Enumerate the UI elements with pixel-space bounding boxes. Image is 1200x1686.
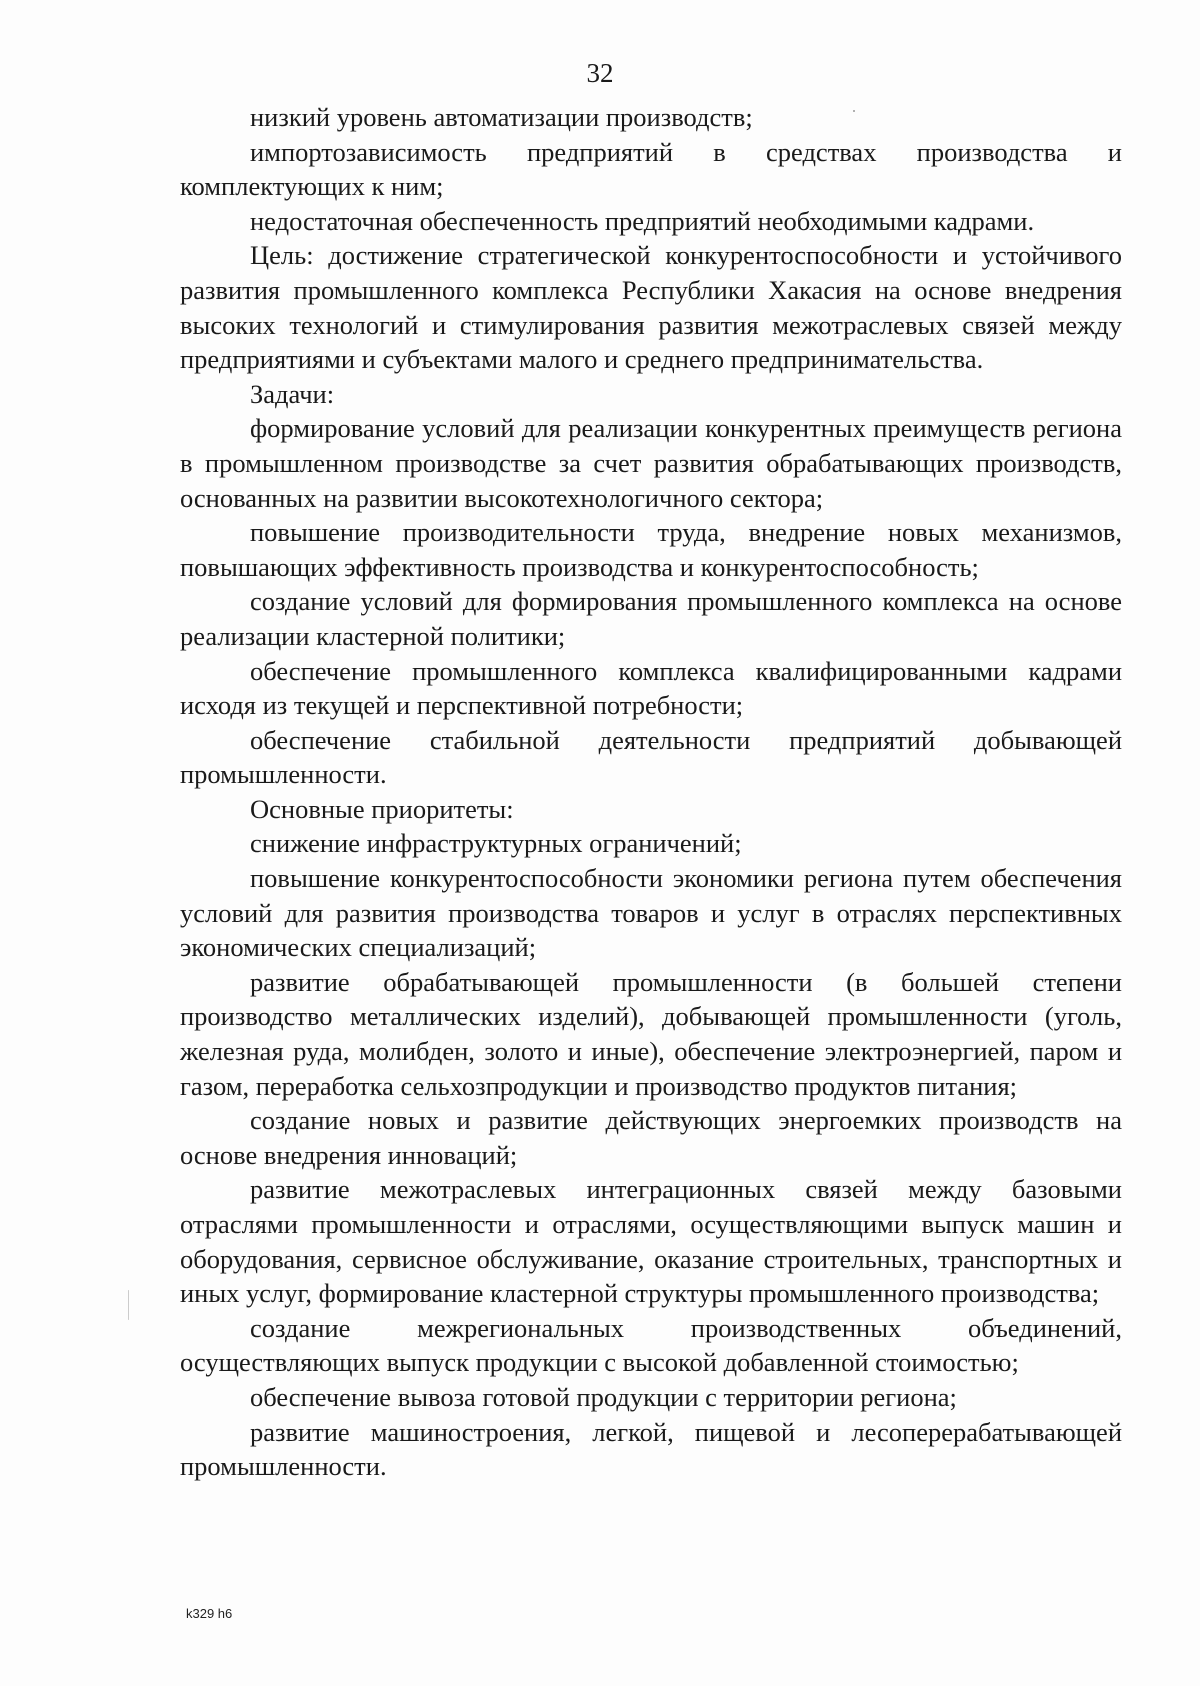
paragraph: создание условий для формирования промышленного комплекса на основе реализации кластерной политики; — [180, 586, 1122, 651]
footer-document-code: k329 h6 — [186, 1606, 233, 1621]
page-number: 32 — [586, 58, 614, 88]
paragraph: развитие обрабатывающей промышленности (в большей степени производство металлических изделий), добывающей промышленности (уголь, железная руда, молибден, золото и иные), обеспечение электроэнергией, паром и газом, переработка сельхозпродукции и производство продуктов питания; — [180, 966, 1122, 1101]
paragraph: обеспечение вывоза готовой продукции с территории региона; — [250, 1381, 957, 1412]
scan-speck — [128, 1290, 129, 1320]
paragraph: создание межрегиональных производственных объединений, осуществляющих выпуск продукции с высокой добавленной стоимостью; — [180, 1312, 1122, 1378]
paragraph: обеспечение стабильной деятельности предприятий добывающей промышленности. — [180, 724, 1122, 790]
paragraph: развитие машиностроения, легкой, пищевой и лесоперерабатывающей промышленности. — [180, 1416, 1122, 1482]
paragraph: обеспечение промышленного комплекса квалифицированными кадрами исходя из текущей и перспективной потребности; — [180, 655, 1122, 721]
paragraph: повышение производительности труда, внедрение новых механизмов, повышающих эффективность производства и конкурентоспособность; — [180, 517, 1122, 582]
paragraph: Цель: достижение стратегической конкурентоспособности и устойчивого развития промышленного комплекса Республики Хакасия на основе внедрения высоких технологий и стимулирования развития межотраслевых связей между предприятиями и субъектами малого и среднего предпринимательства. — [180, 240, 1122, 375]
paragraph: снижение инфраструктурных ограничений; — [250, 828, 742, 859]
scan-speck — [853, 110, 855, 112]
paragraph: формирование условий для реализации конкурентных преимуществ региона в промышленном производстве за счет развития обрабатывающих производств, основанных на развитии высокотехнологичного сектора; — [180, 413, 1122, 513]
paragraph: повышение конкурентоспособности экономики региона путем обеспечения условий для развития производства товаров и услуг в отраслях перспективных экономических специализаций; — [180, 863, 1122, 963]
paragraph: недостаточная обеспеченность предприятий необходимыми кадрами. — [250, 205, 1035, 236]
paragraph: создание новых и развитие действующих энергоемких производств на основе внедрения инноваций; — [180, 1105, 1122, 1170]
document-body — [180, 100, 1122, 1484]
section-heading: Основные приоритеты: — [250, 793, 514, 824]
paragraph: импортозависимость предприятий в средствах производства и комплектующих к ним; — [180, 136, 1122, 202]
paragraph: развитие межотраслевых интеграционных связей между базовыми отраслями промышленности и отраслями, осуществляющими выпуск машин и оборудования, сервисное обслуживание, оказание строительных, транспортных и иных услуг, формирование кластерной структуры промышленного производства; — [180, 1174, 1122, 1309]
paragraph: низкий уровень автоматизации производств; — [250, 102, 753, 132]
section-heading: Задачи: — [250, 378, 335, 409]
